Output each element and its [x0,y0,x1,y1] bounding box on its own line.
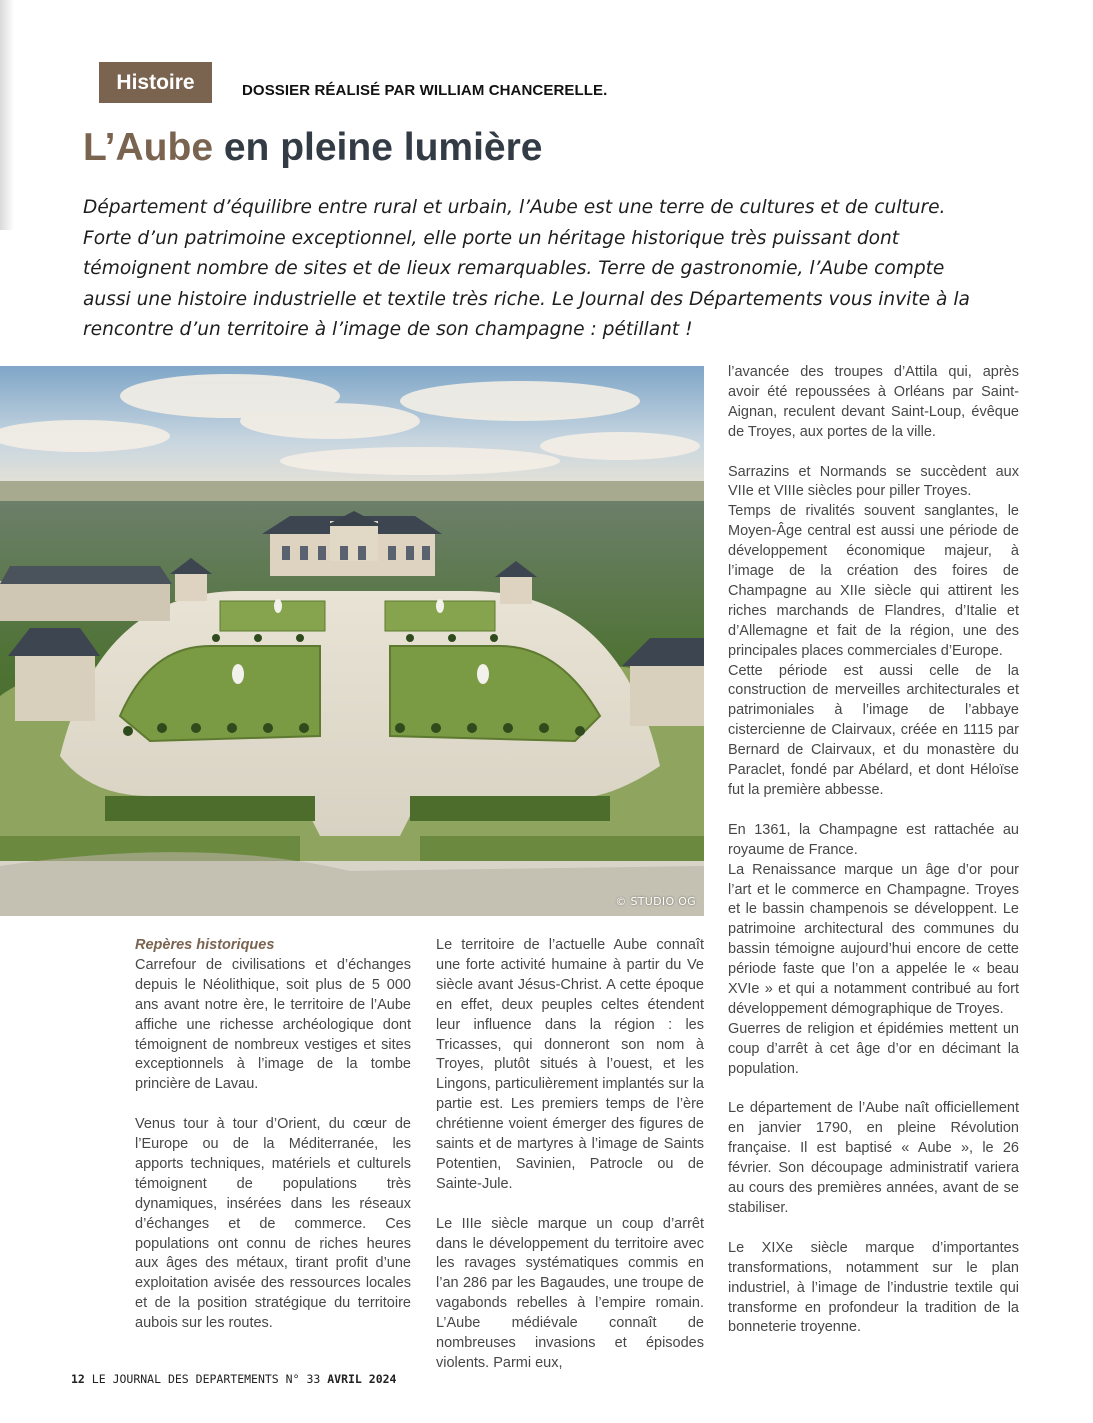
page-edge-shadow [0,0,14,230]
paragraph: Sarrazins et Normands se succèdent aux VIIe et VIIIe siècles pour piller Troyes. [728,463,1019,500]
paragraph: Guerres de religion et épidémies mettent un coup d’arrêt à cet âge d’or en décimant la population. [728,1020,1019,1077]
column-b [436,936,704,1374]
paragraph: l’avancée des troupes d’Attila qui, après avoir été repoussées à Orléans par Saint-Aignan, reculent devant Saint-Loup, évêque de Troyes, aux portes de la ville. [728,364,1019,440]
chateau-aerial-photo [0,366,704,916]
paragraph: En 1361, la Champagne est rattachée au royaume de France. [728,821,1019,858]
column-c [728,363,1019,1338]
intro-paragraph: Département d’équilibre entre rural et urbain, l’Aube est une terre de cultures et de culture. Forte d’un patrimoine exceptionnel, elle porte un héritage historique très puissant dont témoignent nombre de sites et de lieux remarquables. Terre de gastronomie, l’Aube compte aussi une histoire industrielle et textile très riche. Le Journal des Départements vous invite à la rencontre d’un territoire à l’image de son champagne : pétillant ! [83,197,970,341]
paragraph: Carrefour de civilisations et d’échanges depuis le Néolithique, soit plus de 5 000 ans avant notre ère, le territoire de l’Aube affiche une richesse archéologique dont témoignent de nombreux vestiges et sites exceptionnels à l’image de la tombe princière de Lavau. [135,956,411,1093]
issue-number: N° 33 [285,1372,321,1386]
paragraph: La Renaissance marque un âge d’or pour l’art et le commerce en Champagne. Troyes et le bassin champenois se développent. Le patrimoine architectural des communes du bassin témoigne aujourd’hui encore de cette période faste que l’on a appelée le « beau XVIe » et qui a notamment contribué au fort développement démographique de Troyes. [728,861,1019,1017]
paragraph: Le IIIe siècle marque un coup d’arrêt dans le développement du territoire avec les ravages systématiques commis en l’an 286 par les Bagaudes, une troupe de vagabonds rebelles à l’empire romain. L’Aube médiévale connaît de nombreuses invasions et épisodes violents. Parmi eux, [436,1215,704,1372]
photo-credit: © STUDIO OG [615,895,696,908]
title-accent: L’Aube [83,126,214,169]
publication-name: LE JOURNAL DES DEPARTEMENTS [91,1372,279,1386]
page-number: 12 [71,1372,85,1386]
paragraph: Temps de rivalités souvent sanglantes, le Moyen-Âge central est aussi une période de développement économique majeur, à l’image de la création des foires de Champagne au XIIe siècle qui attirent les riches marchands de Flandres, d’Italie et d’Allemagne et fait de la région, une des principales places commerciales d’Europe. [728,503,1019,659]
page-title [83,126,542,170]
title-rest: en pleine lumière [213,126,543,169]
chateau-main-building [262,511,442,576]
paragraph: Venus tour à tour d’Orient, du cœur de l’Europe ou de la Méditerranée, les apports techniques, matériels et culturels témoignent de populations très dynamiques, insérées dans les réseaux d’échanges et de commerce. Ces populations ont connu de riches heures aux âges des métaux, tirant profit d’une exploitation avisée des ressources locales et de la position stratégique du territoire aubois sur les routes. [135,1116,411,1332]
section-heading: Repères historiques [135,937,275,953]
page-footer [71,1372,396,1386]
paragraph: Le XIXe siècle marque d’importantes transformations, notamment sur le plan industriel, à l’image de l’industrie textile qui transforme en profondeur la tradition de la bonneterie troyenne. [728,1239,1019,1336]
section-tag: Histoire [99,62,212,103]
issue-date: AVRIL 2024 [327,1372,397,1386]
paragraph: Le territoire de l’actuelle Aube connaît une forte activité humaine à partir du Ve siècle avant Jésus-Christ. A cette époque en effet, deux peuples celtes étendent leur influence dans la région : les Tricasses, qui donneront son nom à Troyes, plutôt situés à l’ouest, et les Lingons, particulièrement implantés sur la partie est. Les premiers temps de l’ère chrétienne voient émerger des figures de saints et de martyres à l’image de Saints Potentien, Savinien, Patrocle ou de Sainte-Jule. [436,937,704,1192]
byline: DOSSIER RÉALISÉ PAR WILLIAM CHANCERELLE. [242,82,608,99]
paragraph: Cette période est aussi celle de la construction de merveilles architecturales et patrimoniales à l’image de l’abbaye cistercienne de Clairvaux, créée en 1115 par Bernard de Clairvaux, et du monastère du Paraclet, fondé par Abélard, et dont Héloïse fut la première abbesse. [728,662,1019,799]
paragraph: Le département de l’Aube naît officiellement en janvier 1790, en pleine Révolution française. Il est baptisé « Aube », le 26 février. Son découpage administratif variera au cours des premières années, avant de se stabiliser. [728,1100,1019,1217]
column-a [135,936,411,1334]
